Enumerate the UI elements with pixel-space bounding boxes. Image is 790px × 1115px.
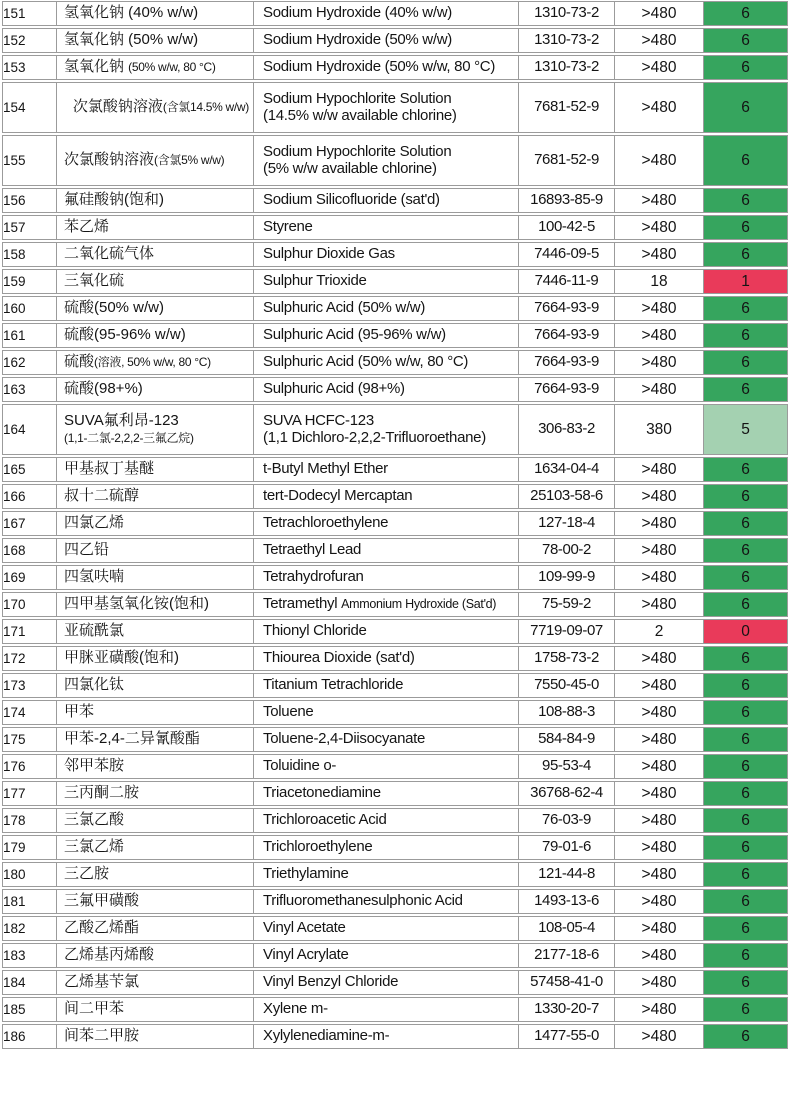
breakthrough-time-cell: >480 (615, 378, 704, 401)
english-name-cell: Thiourea Dioxide (sat'd) (254, 647, 519, 670)
cas-number-cell: 1310-73-2 (519, 29, 615, 52)
row-number-cell: 165 (3, 458, 57, 481)
table-row (2, 55, 788, 80)
english-name-cell: Styrene (254, 216, 519, 239)
rating-cell: 6 (704, 566, 787, 589)
table-row (2, 592, 788, 617)
chinese-name-cell: 三乙胺 (57, 863, 254, 886)
rating-cell: 6 (704, 29, 787, 52)
english-name-cell: Trichloroacetic Acid (254, 809, 519, 832)
english-name-cell: Sulphuric Acid (98+%) (254, 378, 519, 401)
cas-number-cell: 100-42-5 (519, 216, 615, 239)
cas-number-cell: 76-03-9 (519, 809, 615, 832)
table-row (2, 997, 788, 1022)
breakthrough-time-cell: 2 (615, 620, 704, 643)
chinese-name-cell: 硫酸(98+%) (57, 378, 254, 401)
table-row (2, 835, 788, 860)
cas-number-cell: 108-05-4 (519, 917, 615, 940)
chinese-name-cell: SUVA氟利昂-123 (1,1-二氯-2,2,2-三氟乙烷) (57, 405, 254, 454)
row-number-cell: 182 (3, 917, 57, 940)
chinese-name-cell: 四氢呋喃 (57, 566, 254, 589)
english-name-cell: Titanium Tetrachloride (254, 674, 519, 697)
chinese-name-cell: 氟硅酸钠(饱和) (57, 189, 254, 212)
rating-cell: 6 (704, 351, 787, 374)
breakthrough-time-cell: >480 (615, 56, 704, 79)
row-number-cell: 180 (3, 863, 57, 886)
cas-number-cell: 7664-93-9 (519, 324, 615, 347)
chinese-name-cell: 乙烯基丙烯酸 (57, 944, 254, 967)
rating-cell: 6 (704, 1025, 787, 1048)
row-number-cell: 160 (3, 297, 57, 320)
row-number-cell: 184 (3, 971, 57, 994)
english-name-cell: Tetrahydrofuran (254, 566, 519, 589)
breakthrough-time-cell: >480 (615, 890, 704, 913)
english-name-cell: Vinyl Acrylate (254, 944, 519, 967)
rating-cell: 6 (704, 56, 787, 79)
rating-cell: 6 (704, 512, 787, 535)
rating-cell: 6 (704, 297, 787, 320)
row-number-cell: 170 (3, 593, 57, 616)
table-row (2, 970, 788, 995)
breakthrough-time-cell: >480 (615, 189, 704, 212)
rating-cell: 6 (704, 485, 787, 508)
cas-number-cell: 1493-13-6 (519, 890, 615, 913)
rating-cell: 6 (704, 728, 787, 751)
rating-cell: 6 (704, 216, 787, 239)
chinese-name-cell: 甲脒亚磺酸(饱和) (57, 647, 254, 670)
breakthrough-time-cell: >480 (615, 297, 704, 320)
chinese-name-cell: 三氯乙酸 (57, 809, 254, 832)
table-row (2, 727, 788, 752)
row-number-cell: 172 (3, 647, 57, 670)
cas-number-cell: 36768-62-4 (519, 782, 615, 805)
row-number-cell: 164 (3, 405, 57, 454)
english-name-cell: Sulphur Dioxide Gas (254, 243, 519, 266)
table-row (2, 28, 788, 53)
rating-cell: 6 (704, 701, 787, 724)
breakthrough-time-cell: >480 (615, 216, 704, 239)
breakthrough-time-cell: >480 (615, 647, 704, 670)
table-row (2, 404, 788, 455)
english-name-cell: Sodium Hydroxide (40% w/w) (254, 2, 519, 25)
cas-number-cell: 1330-20-7 (519, 998, 615, 1021)
cas-number-cell: 1758-73-2 (519, 647, 615, 670)
chinese-name-cell: 甲苯 (57, 701, 254, 724)
row-number-cell: 154 (3, 83, 57, 132)
english-name-cell: Sodium Hypochlorite Solution (5% w/w available chlorine) (254, 136, 519, 185)
rating-cell: 6 (704, 863, 787, 886)
english-name-cell: SUVA HCFC-123 (1,1 Dichloro-2,2,2-Trifluoroethane) (254, 405, 519, 454)
cas-number-cell: 7681-52-9 (519, 83, 615, 132)
cas-number-cell: 75-59-2 (519, 593, 615, 616)
rating-cell: 6 (704, 890, 787, 913)
english-name-cell: Tetraethyl Lead (254, 539, 519, 562)
cas-number-cell: 7446-09-5 (519, 243, 615, 266)
row-number-cell: 166 (3, 485, 57, 508)
chinese-name-cell: 三氟甲磺酸 (57, 890, 254, 913)
cas-number-cell: 2177-18-6 (519, 944, 615, 967)
breakthrough-time-cell: >480 (615, 1025, 704, 1048)
table-row (2, 242, 788, 267)
table-row (2, 943, 788, 968)
chinese-name-cell: 邻甲苯胺 (57, 755, 254, 778)
breakthrough-time-cell: >480 (615, 728, 704, 751)
row-number-cell: 175 (3, 728, 57, 751)
row-number-cell: 171 (3, 620, 57, 643)
cas-number-cell: 7446-11-9 (519, 270, 615, 293)
row-number-cell: 186 (3, 1025, 57, 1048)
row-number-cell: 168 (3, 539, 57, 562)
table-row (2, 700, 788, 725)
table-row (2, 889, 788, 914)
english-name-cell: Triethylamine (254, 863, 519, 886)
rating-cell: 6 (704, 243, 787, 266)
english-name-cell: Sulphuric Acid (50% w/w) (254, 297, 519, 320)
chemical-resistance-table (2, 1, 788, 1049)
rating-cell: 6 (704, 782, 787, 805)
chinese-name-cell: 四乙铅 (57, 539, 254, 562)
english-name-cell: Sodium Hypochlorite Solution (14.5% w/w available chlorine) (254, 83, 519, 132)
breakthrough-time-cell: 18 (615, 270, 704, 293)
english-name-cell: Toluene-2,4-Diisocyanate (254, 728, 519, 751)
breakthrough-time-cell: >480 (615, 674, 704, 697)
row-number-cell: 153 (3, 56, 57, 79)
english-name-cell: Sulphuric Acid (50% w/w, 80 °C) (254, 351, 519, 374)
table-row (2, 296, 788, 321)
chinese-name-cell: 三氯乙烯 (57, 836, 254, 859)
english-name-cell: Toluidine o- (254, 755, 519, 778)
chinese-name-cell: 硫酸(溶液, 50% w/w, 80 °C) (57, 351, 254, 374)
table-row (2, 619, 788, 644)
row-number-cell: 158 (3, 243, 57, 266)
breakthrough-time-cell: >480 (615, 136, 704, 185)
chinese-name-cell: 三丙酮二胺 (57, 782, 254, 805)
chinese-name-cell: 四氯乙烯 (57, 512, 254, 535)
chinese-name-cell: 氢氧化钠 (50% w/w) (57, 29, 254, 52)
table-row (2, 323, 788, 348)
row-number-cell: 157 (3, 216, 57, 239)
row-number-cell: 181 (3, 890, 57, 913)
rating-cell: 6 (704, 917, 787, 940)
row-number-cell: 156 (3, 189, 57, 212)
breakthrough-time-cell: >480 (615, 324, 704, 347)
chinese-name-cell: 硫酸(95-96% w/w) (57, 324, 254, 347)
breakthrough-time-cell: >480 (615, 701, 704, 724)
rating-cell: 6 (704, 593, 787, 616)
row-number-cell: 183 (3, 944, 57, 967)
table-row (2, 565, 788, 590)
cas-number-cell: 79-01-6 (519, 836, 615, 859)
chinese-name-cell: 苯乙烯 (57, 216, 254, 239)
breakthrough-time-cell: >480 (615, 458, 704, 481)
row-number-cell: 151 (3, 2, 57, 25)
chinese-name-cell: 二氧化硫气体 (57, 243, 254, 266)
breakthrough-time-cell: >480 (615, 782, 704, 805)
cas-number-cell: 78-00-2 (519, 539, 615, 562)
english-name-cell: Sulphur Trioxide (254, 270, 519, 293)
cas-number-cell: 7664-93-9 (519, 351, 615, 374)
rating-cell: 6 (704, 378, 787, 401)
rating-cell: 6 (704, 647, 787, 670)
row-number-cell: 179 (3, 836, 57, 859)
english-name-cell: Xylene m- (254, 998, 519, 1021)
chinese-name-cell: 氢氧化钠 (40% w/w) (57, 2, 254, 25)
row-number-cell: 152 (3, 29, 57, 52)
row-number-cell: 167 (3, 512, 57, 535)
cas-number-cell: 7719-09-07 (519, 620, 615, 643)
row-number-cell: 185 (3, 998, 57, 1021)
chinese-name-cell: 次氯酸钠溶液(含氯5% w/w) (57, 136, 254, 185)
table-row (2, 215, 788, 240)
chinese-name-cell: 叔十二硫醇 (57, 485, 254, 508)
row-number-cell: 177 (3, 782, 57, 805)
breakthrough-time-cell: >480 (615, 83, 704, 132)
breakthrough-time-cell: >480 (615, 863, 704, 886)
breakthrough-time-cell: >480 (615, 809, 704, 832)
chinese-name-cell: 四氯化钛 (57, 674, 254, 697)
cas-number-cell: 57458-41-0 (519, 971, 615, 994)
cas-number-cell: 108-88-3 (519, 701, 615, 724)
breakthrough-time-cell: >480 (615, 755, 704, 778)
chinese-name-cell: 乙酸乙烯酯 (57, 917, 254, 940)
table-row (2, 484, 788, 509)
table-row (2, 754, 788, 779)
breakthrough-time-cell: >480 (615, 566, 704, 589)
row-number-cell: 155 (3, 136, 57, 185)
table-row (2, 646, 788, 671)
cas-number-cell: 7664-93-9 (519, 378, 615, 401)
rating-cell: 6 (704, 136, 787, 185)
english-name-cell: Sodium Hydroxide (50% w/w) (254, 29, 519, 52)
english-name-cell: Triacetonediamine (254, 782, 519, 805)
table-row (2, 82, 788, 133)
cas-number-cell: 584-84-9 (519, 728, 615, 751)
english-name-cell: Vinyl Acetate (254, 917, 519, 940)
row-number-cell: 178 (3, 809, 57, 832)
row-number-cell: 173 (3, 674, 57, 697)
breakthrough-time-cell: 380 (615, 405, 704, 454)
chinese-name-cell: 次氯酸钠溶液(含氯14.5% w/w) (57, 83, 254, 132)
row-number-cell: 163 (3, 378, 57, 401)
chinese-name-cell: 硫酸(50% w/w) (57, 297, 254, 320)
rating-cell: 6 (704, 998, 787, 1021)
table-row (2, 1024, 788, 1049)
rating-cell: 6 (704, 755, 787, 778)
breakthrough-time-cell: >480 (615, 2, 704, 25)
english-name-cell: tert-Dodecyl Mercaptan (254, 485, 519, 508)
english-name-cell: Trichloroethylene (254, 836, 519, 859)
row-number-cell: 162 (3, 351, 57, 374)
chinese-name-cell: 氢氧化钠 (50% w/w, 80 °C) (57, 56, 254, 79)
cas-number-cell: 7681-52-9 (519, 136, 615, 185)
chinese-name-cell: 乙烯基苄氯 (57, 971, 254, 994)
breakthrough-time-cell: >480 (615, 917, 704, 940)
table-row (2, 511, 788, 536)
table-row (2, 673, 788, 698)
english-name-cell: Xylylenediamine-m- (254, 1025, 519, 1048)
table-row (2, 862, 788, 887)
rating-cell: 6 (704, 324, 787, 347)
breakthrough-time-cell: >480 (615, 243, 704, 266)
cas-number-cell: 109-99-9 (519, 566, 615, 589)
cas-number-cell: 1310-73-2 (519, 56, 615, 79)
breakthrough-time-cell: >480 (615, 593, 704, 616)
breakthrough-time-cell: >480 (615, 944, 704, 967)
chinese-name-cell: 甲苯-2,4-二异氰酸酯 (57, 728, 254, 751)
table-row (2, 188, 788, 213)
english-name-cell: t-Butyl Methyl Ether (254, 458, 519, 481)
english-name-cell: Tetrachloroethylene (254, 512, 519, 535)
breakthrough-time-cell: >480 (615, 836, 704, 859)
english-name-cell: Sulphuric Acid (95-96% w/w) (254, 324, 519, 347)
row-number-cell: 176 (3, 755, 57, 778)
breakthrough-time-cell: >480 (615, 351, 704, 374)
rating-cell: 6 (704, 674, 787, 697)
chinese-name-cell: 甲基叔丁基醚 (57, 458, 254, 481)
rating-cell: 6 (704, 944, 787, 967)
chinese-name-cell: 三氧化硫 (57, 270, 254, 293)
rating-cell: 6 (704, 189, 787, 212)
cas-number-cell: 306-83-2 (519, 405, 615, 454)
table-row (2, 135, 788, 186)
cas-number-cell: 121-44-8 (519, 863, 615, 886)
english-name-cell: Sodium Hydroxide (50% w/w, 80 °C) (254, 56, 519, 79)
cas-number-cell: 16893-85-9 (519, 189, 615, 212)
chinese-name-cell: 间二甲苯 (57, 998, 254, 1021)
row-number-cell: 159 (3, 270, 57, 293)
rating-cell: 5 (704, 405, 787, 454)
chinese-name-cell: 亚硫酰氯 (57, 620, 254, 643)
table-row (2, 916, 788, 941)
cas-number-cell: 1310-73-2 (519, 2, 615, 25)
table-row (2, 269, 788, 294)
cas-number-cell: 95-53-4 (519, 755, 615, 778)
rating-cell: 6 (704, 83, 787, 132)
table-row (2, 457, 788, 482)
row-number-cell: 169 (3, 566, 57, 589)
chinese-name-cell: 间苯二甲胺 (57, 1025, 254, 1048)
rating-cell: 6 (704, 809, 787, 832)
english-name-cell: Tetramethyl Ammonium Hydroxide (Sat'd) (254, 593, 519, 616)
cas-number-cell: 7664-93-9 (519, 297, 615, 320)
breakthrough-time-cell: >480 (615, 29, 704, 52)
row-number-cell: 161 (3, 324, 57, 347)
breakthrough-time-cell: >480 (615, 539, 704, 562)
rating-cell: 6 (704, 539, 787, 562)
english-name-cell: Toluene (254, 701, 519, 724)
table-row (2, 538, 788, 563)
english-name-cell: Sodium Silicofluoride (sat'd) (254, 189, 519, 212)
english-name-cell: Vinyl Benzyl Chloride (254, 971, 519, 994)
english-name-cell: Trifluoromethanesulphonic Acid (254, 890, 519, 913)
cas-number-cell: 25103-58-6 (519, 485, 615, 508)
table-row (2, 377, 788, 402)
table-row (2, 1, 788, 26)
chinese-name-cell: 四甲基氢氧化铵(饱和) (57, 593, 254, 616)
rating-cell: 6 (704, 971, 787, 994)
cas-number-cell: 7550-45-0 (519, 674, 615, 697)
table-row (2, 808, 788, 833)
breakthrough-time-cell: >480 (615, 512, 704, 535)
rating-cell: 0 (704, 620, 787, 643)
table-row (2, 781, 788, 806)
rating-cell: 6 (704, 836, 787, 859)
row-number-cell: 174 (3, 701, 57, 724)
breakthrough-time-cell: >480 (615, 485, 704, 508)
rating-cell: 1 (704, 270, 787, 293)
rating-cell: 6 (704, 2, 787, 25)
english-name-cell: Thionyl Chloride (254, 620, 519, 643)
cas-number-cell: 1634-04-4 (519, 458, 615, 481)
breakthrough-time-cell: >480 (615, 971, 704, 994)
table-row (2, 350, 788, 375)
cas-number-cell: 1477-55-0 (519, 1025, 615, 1048)
rating-cell: 6 (704, 458, 787, 481)
cas-number-cell: 127-18-4 (519, 512, 615, 535)
breakthrough-time-cell: >480 (615, 998, 704, 1021)
